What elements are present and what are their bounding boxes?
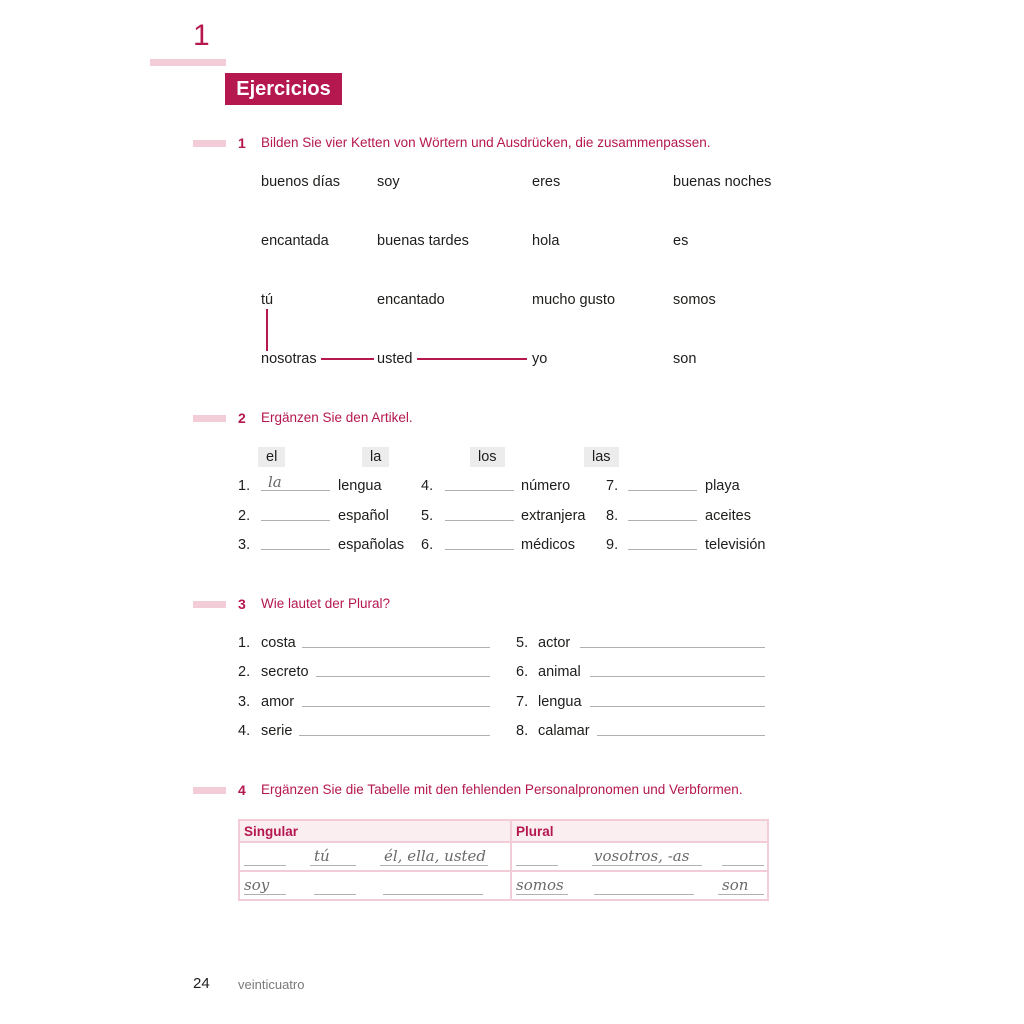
- answer-blank[interactable]: [314, 894, 356, 895]
- item-number: 8.: [606, 508, 619, 524]
- table-header-plural: Plural: [511, 820, 768, 842]
- answer-blank[interactable]: [244, 894, 286, 895]
- plural-blank[interactable]: [302, 706, 490, 707]
- chain-word: buenas tardes: [377, 233, 469, 249]
- item-number: 6.: [516, 664, 529, 680]
- singular-word: animal: [538, 664, 581, 680]
- table-row: [239, 871, 768, 900]
- chapter-bar: [150, 59, 226, 66]
- singular-word: lengua: [538, 694, 582, 710]
- item-number: 1.: [238, 478, 251, 494]
- noun-word: extranjera: [521, 508, 586, 524]
- singular-word: amor: [261, 694, 295, 710]
- item-number: 5.: [421, 508, 434, 524]
- handwritten-answer: vosotros, -as: [594, 847, 690, 865]
- chain-word: nosotras: [261, 351, 317, 367]
- item-number: 3.: [238, 537, 251, 553]
- article-blank[interactable]: [628, 549, 697, 550]
- item-number: 2.: [238, 664, 251, 680]
- chain-word: soy: [377, 174, 400, 190]
- article-blank[interactable]: [628, 490, 697, 491]
- chain-word: mucho gusto: [532, 292, 616, 308]
- chain-word: tú: [261, 292, 274, 308]
- chain-word: buenas noches: [673, 174, 772, 190]
- noun-word: número: [521, 478, 571, 494]
- chain-word: buenos días: [261, 174, 341, 190]
- exercise-3-number: 3: [238, 596, 246, 612]
- noun-word: español: [338, 508, 389, 524]
- article-chip: la: [362, 447, 389, 467]
- article-blank[interactable]: [261, 549, 330, 550]
- plural-blank[interactable]: [590, 676, 765, 677]
- article-blank[interactable]: [445, 549, 514, 550]
- handwritten-answer: él, ella, usted: [384, 847, 487, 865]
- singular-word: calamar: [538, 723, 590, 739]
- handwritten-answer: son: [722, 876, 749, 894]
- chain-connector-line: [321, 358, 374, 360]
- answer-blank[interactable]: [244, 865, 286, 866]
- chain-connector-line: [417, 358, 527, 360]
- noun-word: españolas: [338, 537, 405, 553]
- noun-word: playa: [705, 478, 740, 494]
- singular-word: serie: [261, 723, 293, 739]
- answer-blank[interactable]: [722, 865, 764, 866]
- item-number: 5.: [516, 635, 529, 651]
- item-number: 4.: [238, 723, 251, 739]
- page-number-word: veinticuatro: [238, 977, 305, 992]
- singular-pronoun-cell: [239, 842, 511, 871]
- exercise-2-number: 2: [238, 410, 246, 426]
- answer-blank[interactable]: [594, 894, 694, 895]
- plural-blank[interactable]: [316, 676, 490, 677]
- verb-table: [238, 819, 769, 901]
- section-label: Ejercicios: [225, 73, 342, 105]
- article-blank[interactable]: [628, 520, 697, 521]
- chapter-number: 1: [193, 19, 210, 52]
- exercise-bar: [193, 415, 226, 422]
- page-number: 24: [193, 975, 210, 992]
- chain-word: son: [673, 351, 697, 367]
- handwritten-answer: tú: [314, 847, 330, 865]
- exercise-bar: [193, 601, 226, 608]
- chain-word: usted: [377, 351, 413, 367]
- item-number: 1.: [238, 635, 251, 651]
- item-number: 2.: [238, 508, 251, 524]
- item-number: 6.: [421, 537, 434, 553]
- chain-connector-line: [266, 309, 268, 351]
- chain-word: hola: [532, 233, 560, 249]
- answer-blank[interactable]: [516, 865, 558, 866]
- singular-word: secreto: [261, 664, 309, 680]
- chain-word: encantada: [261, 233, 329, 249]
- table-header-singular: Singular: [239, 820, 511, 842]
- exercise-4-number: 4: [238, 782, 246, 798]
- exercise-4-instruction: Ergänzen Sie die Tabelle mit den fehlenden Personalpronomen und Verbformen.: [261, 782, 743, 797]
- table-row: [239, 842, 768, 871]
- exercise-bar: [193, 787, 226, 794]
- chain-word: eres: [532, 174, 561, 190]
- exercise-2-instruction: Ergänzen Sie den Artikel.: [261, 410, 413, 425]
- plural-blank[interactable]: [590, 706, 765, 707]
- exercise-1-instruction: Bilden Sie vier Ketten von Wörtern und Ausdrücken, die zusammenpassen.: [261, 135, 711, 150]
- noun-word: médicos: [521, 537, 575, 553]
- item-number: 4.: [421, 478, 434, 494]
- plural-verb-cell: [511, 871, 768, 900]
- chain-word: es: [673, 233, 689, 249]
- article-chip: los: [470, 447, 505, 467]
- exercise-3-instruction: Wie lautet der Plural?: [261, 596, 391, 611]
- exercise-1-number: 1: [238, 135, 246, 151]
- plural-blank[interactable]: [597, 735, 765, 736]
- answer-blank[interactable]: [718, 894, 764, 895]
- item-number: 7.: [516, 694, 529, 710]
- handwritten-answer: la: [268, 473, 282, 491]
- answer-blank[interactable]: [592, 865, 702, 866]
- plural-blank[interactable]: [302, 647, 490, 648]
- item-number: 9.: [606, 537, 619, 553]
- singular-verb-cell: [239, 871, 511, 900]
- answer-blank[interactable]: [383, 894, 483, 895]
- plural-blank[interactable]: [580, 647, 765, 648]
- plural-pronoun-cell: [511, 842, 768, 871]
- chain-word: somos: [673, 292, 716, 308]
- article-blank[interactable]: [445, 490, 514, 491]
- plural-blank[interactable]: [299, 735, 490, 736]
- article-chip: las: [584, 447, 619, 467]
- answer-blank[interactable]: [516, 894, 568, 895]
- item-number: 7.: [606, 478, 619, 494]
- article-blank[interactable]: [261, 520, 330, 521]
- item-number: 8.: [516, 723, 529, 739]
- noun-word: lengua: [338, 478, 382, 494]
- noun-word: aceites: [705, 508, 751, 524]
- item-number: 3.: [238, 694, 251, 710]
- answer-blank[interactable]: [380, 865, 488, 866]
- noun-word: televisión: [705, 537, 766, 553]
- chain-word: encantado: [377, 292, 445, 308]
- handwritten-answer: somos: [516, 876, 564, 894]
- chain-word: yo: [532, 351, 548, 367]
- article-blank[interactable]: [445, 520, 514, 521]
- handwritten-answer: soy: [244, 876, 270, 894]
- singular-word: actor: [538, 635, 571, 651]
- singular-word: costa: [261, 635, 296, 651]
- article-chip: el: [258, 447, 285, 467]
- exercise-bar: [193, 140, 226, 147]
- answer-blank[interactable]: [310, 865, 356, 866]
